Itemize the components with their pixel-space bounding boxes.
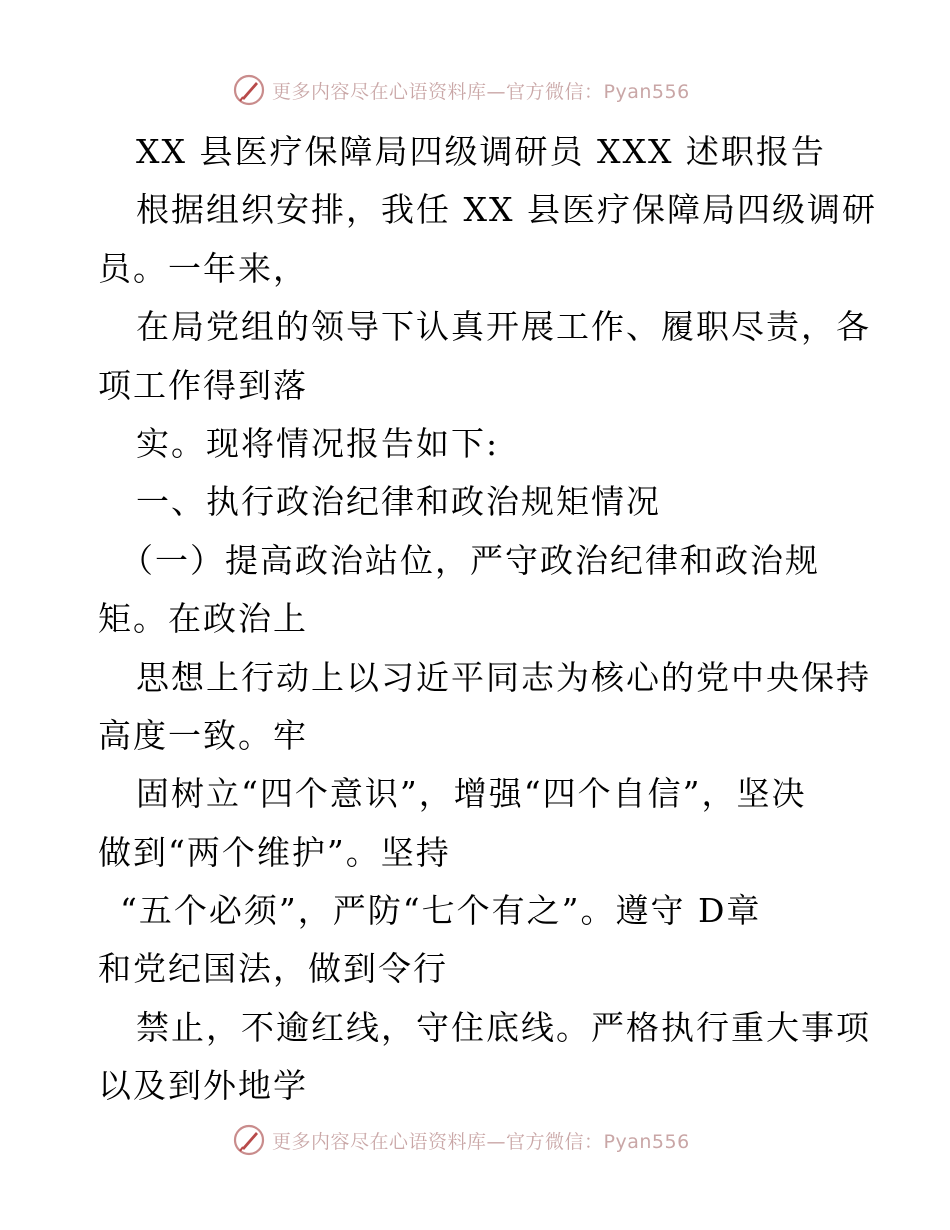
watermark-text: 更多内容尽在心语资料库—官方微信：Pyan556 bbox=[272, 1130, 690, 1153]
paragraph-line: 高度一致。牢 bbox=[98, 715, 308, 755]
document-title: XX 县医疗保障局四级调研员 XXX 述职报告 bbox=[136, 132, 826, 171]
footer-watermark bbox=[232, 1122, 690, 1158]
paragraph-line: 固树立“四个意识”，增强“四个自信”，坚决 bbox=[136, 774, 807, 814]
paragraph-line: 根据组织安排，我任 XX 县医疗保障局四级调研 bbox=[136, 190, 877, 230]
watermark-text: 更多内容尽在心语资料库—官方微信：Pyan556 bbox=[272, 80, 690, 103]
feather-pen-logo-icon bbox=[232, 73, 266, 107]
paragraph-line: 在局党组的领导下认真开展工作、履职尽责，各 bbox=[136, 307, 871, 347]
paragraph-line: 禁止，不逾红线，守住底线。严格执行重大事项 bbox=[136, 1007, 871, 1047]
subsection-heading: （一）提高政治站位，严守政治纪律和政治规 bbox=[120, 540, 820, 580]
document-body bbox=[98, 123, 877, 1116]
paragraph-line: “五个必须”，严防“七个有之”。遵守 D章 bbox=[120, 891, 762, 931]
paragraph-line: 做到“两个维护”。坚持 bbox=[98, 832, 451, 872]
paragraph-line: 和党纪国法，做到令行 bbox=[98, 949, 448, 989]
paragraph-line: 矩。在政治上 bbox=[98, 599, 308, 639]
paragraph-line: 以及到外地学 bbox=[98, 1066, 308, 1106]
section-heading: 一、执行政治纪律和政治规矩情况 bbox=[136, 482, 661, 522]
paragraph-line: 思想上行动上以习近平同志为核心的党中央保持 bbox=[136, 657, 871, 697]
header-watermark bbox=[232, 72, 690, 108]
paragraph-line: 实。现将情况报告如下: bbox=[136, 423, 500, 463]
feather-pen-logo-icon bbox=[232, 1123, 266, 1157]
paragraph-line: 员。一年来， bbox=[98, 248, 308, 288]
paragraph-line: 项工作得到落 bbox=[98, 365, 308, 405]
